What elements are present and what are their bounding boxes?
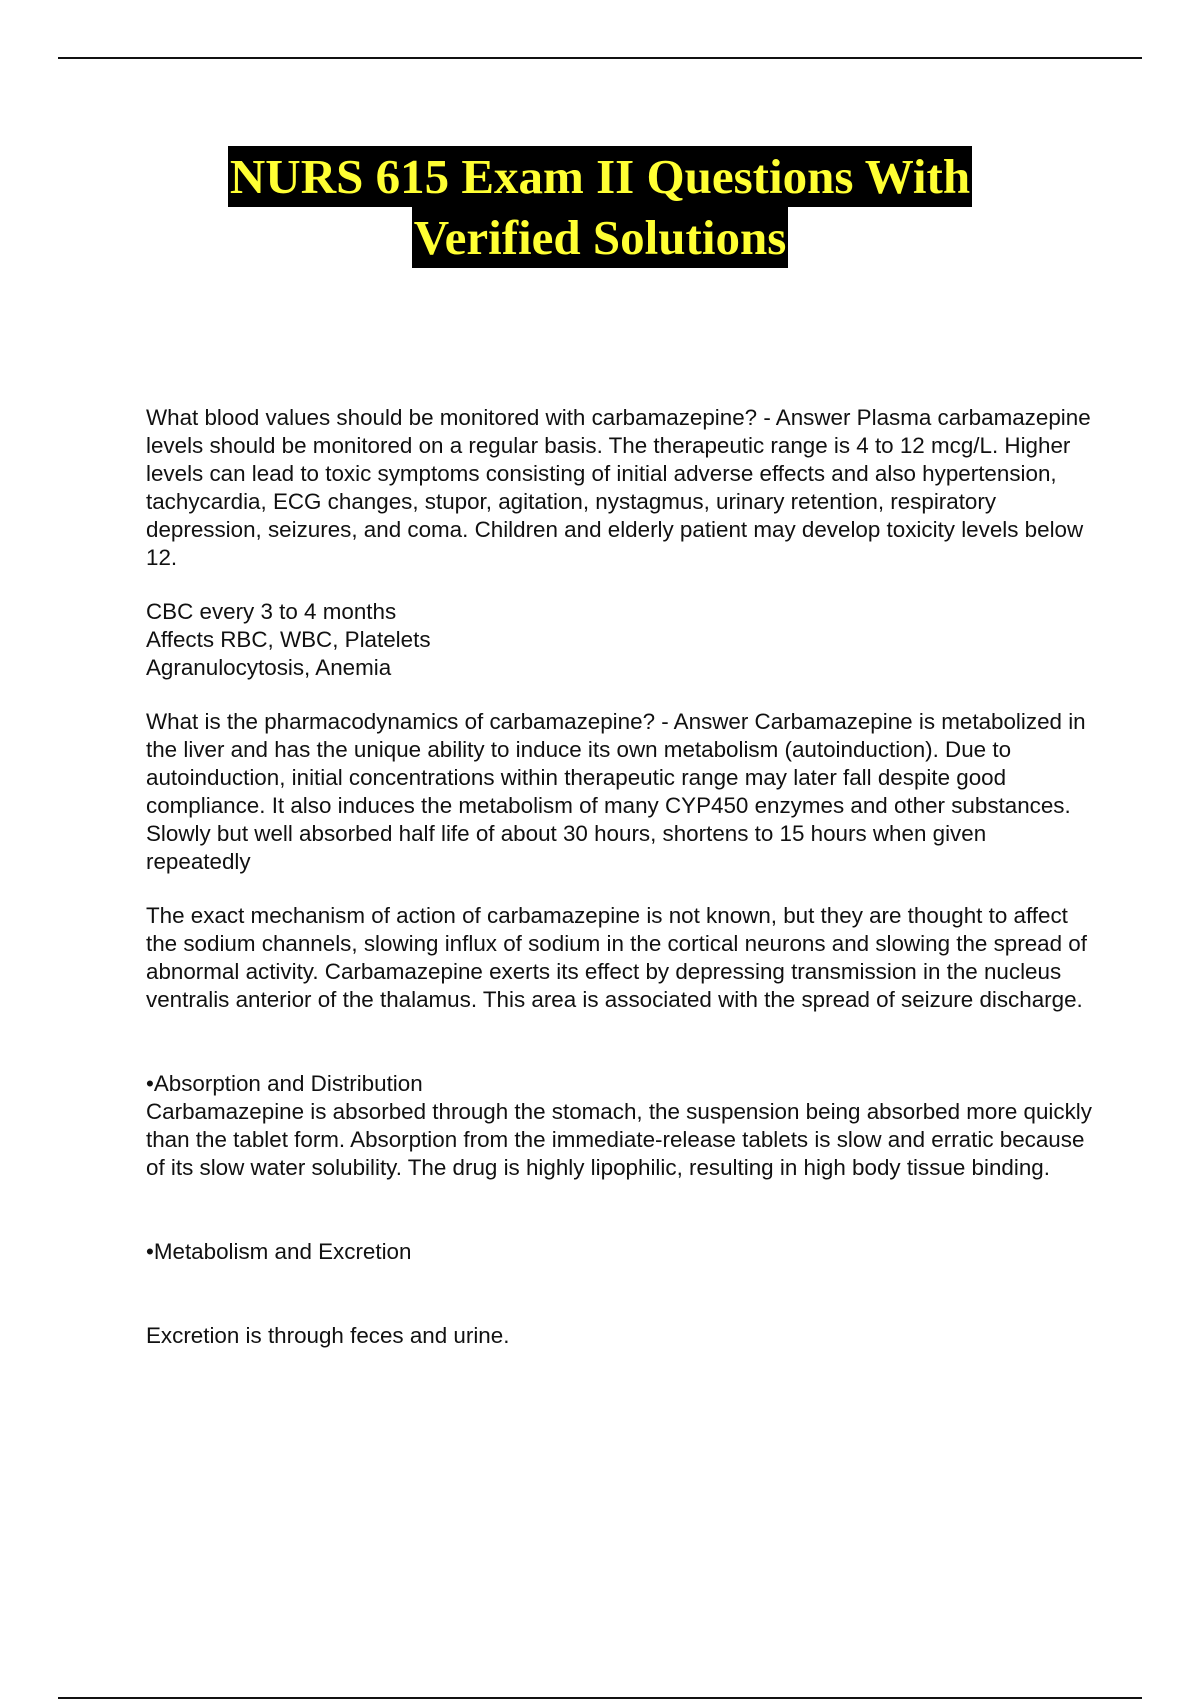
title-line-1: NURS 615 Exam II Questions With	[228, 146, 972, 207]
document-title	[0, 146, 1200, 268]
cbc-line-2: Affects RBC, WBC, Platelets	[146, 627, 431, 652]
bottom-rule	[58, 1697, 1142, 1699]
question-blood-values: What blood values should be monitored with carbamazepine? - Answer Plasma carbamazepine levels should be monitored on a regular basis. The therapeutic range is 4 to 12 mcg/L. Higher levels can lead to toxic symptoms consisting of initial adverse effects and also hypertension, tachycardia, ECG changes, stupor, agitation, nystagmus, urinary retention, respiratory depression, seizures, and coma. Children and elderly patient may develop toxicity levels below 12.	[146, 405, 1091, 570]
top-rule	[58, 57, 1142, 59]
absorption-heading: •Absorption and Distribution	[146, 1071, 423, 1096]
cbc-line-1: CBC every 3 to 4 months	[146, 599, 397, 624]
absorption-paragraph: Carbamazepine is absorbed through the stomach, the suspension being absorbed more quickly than the tablet form. Absorption from the immediate-release tablets is slow and erratic because of its slow water solubility. The drug is highly lipophilic, resulting in high body tissue binding.	[146, 1099, 1092, 1180]
cbc-line-3: Agranulocytosis, Anemia	[146, 655, 392, 680]
mechanism-paragraph: The exact mechanism of action of carbamazepine is not known, but they are thought to affect the sodium channels, slowing influx of sodium in the cortical neurons and slowing the spread of abnormal activity. Carbamazepine exerts its effect by depressing transmission in the nucleus ventralis anterior of the thalamus. This area is associated with the spread of seizure discharge.	[146, 903, 1087, 1012]
metabolism-heading: •Metabolism and Excretion	[146, 1239, 412, 1264]
title-line-2: Verified Solutions	[412, 207, 789, 268]
excretion-line: Excretion is through feces and urine.	[146, 1323, 510, 1348]
document-body	[146, 404, 1096, 1350]
question-pharmacodynamics: What is the pharmacodynamics of carbamazepine? - Answer Carbamazepine is metabolized in the liver and has the unique ability to induce its own metabolism (autoinduction). Due to autoinduction, initial concentrations within therapeutic range may later fall despite good compliance. It also induces the metabolism of many CYP450 enzymes and other substances. Slowly but well absorbed half life of about 30 hours, shortens to 15 hours when given repeatedly	[146, 709, 1086, 874]
